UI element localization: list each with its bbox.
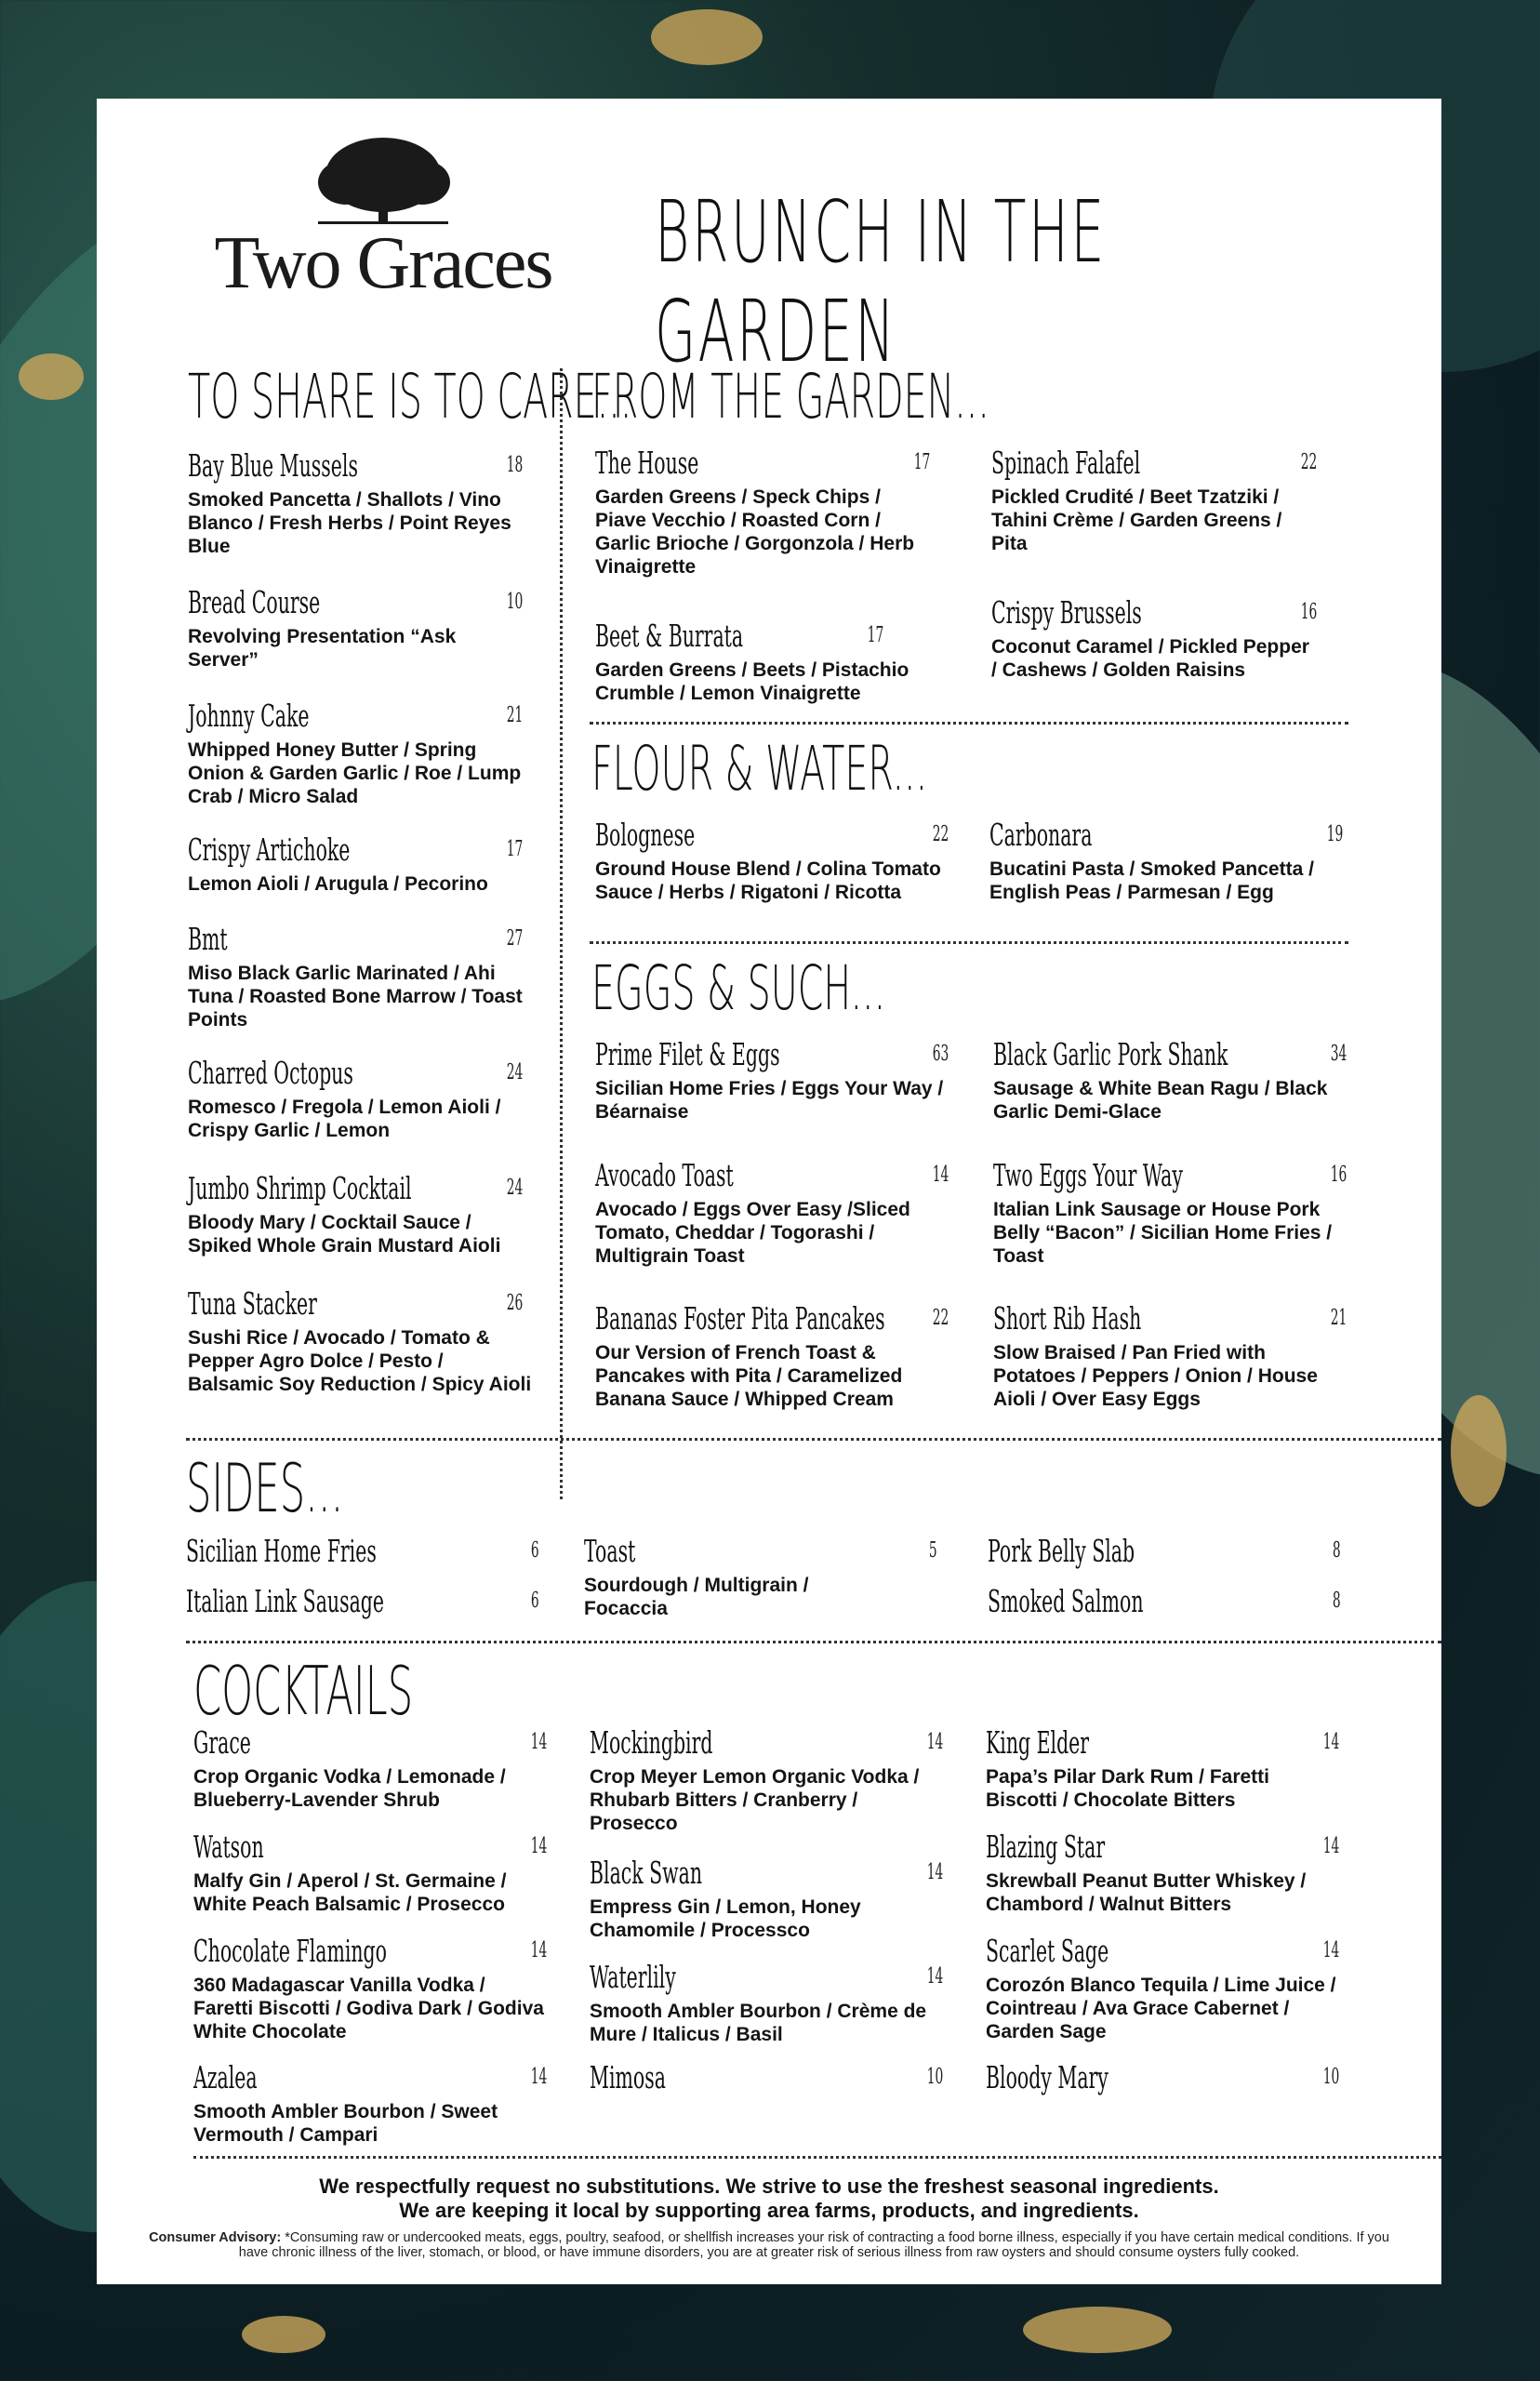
item-price: 14 xyxy=(1322,1730,1339,1754)
item-name: Mimosa xyxy=(590,2059,666,2095)
section-heading-cocktails: COCKTAILS xyxy=(193,1652,414,1730)
section-heading-share: TO SHARE IS TO CARE... xyxy=(188,361,632,432)
list-item xyxy=(989,817,1343,904)
list-item xyxy=(993,1157,1347,1268)
section-divider xyxy=(590,941,1348,944)
item-name: Jumbo Shrimp Cocktail xyxy=(188,1170,412,1206)
item-desc: 360 Madagascar Vanilla Vodka / Faretti Biscotti / Godiva Dark / Godiva White Chocolate xyxy=(193,1975,544,2042)
list-item xyxy=(188,1170,532,1257)
item-price: 63 xyxy=(932,1042,949,1066)
item-price: 6 xyxy=(531,1538,539,1563)
item-desc: Garden Greens / Speck Chips / Piave Vecchio / Roasted Corn / Garlic Brioche / Gorgonzola / Herb Vinaigrette xyxy=(595,486,915,578)
item-name: Italian Link Sausage xyxy=(186,1583,384,1619)
item-price: 26 xyxy=(506,1291,523,1315)
item-name: Waterlily xyxy=(590,1959,676,1995)
item-desc: Garden Greens / Beets / Pistachio Crumble / Lemon Vinaigrette xyxy=(595,659,909,704)
item-price: 27 xyxy=(506,926,523,951)
list-item xyxy=(188,1285,532,1396)
brand-logo xyxy=(179,119,588,305)
item-desc: Ground House Blend / Colina Tomato Sauce / Herbs / Rigatoni / Ricotta xyxy=(595,858,941,903)
list-item xyxy=(188,698,523,808)
list-item xyxy=(595,1157,949,1268)
item-desc: Sicilian Home Fries / Eggs Your Way / Béarnaise xyxy=(595,1078,944,1123)
list-item xyxy=(986,2059,1339,2098)
item-price: 21 xyxy=(1330,1306,1347,1330)
list-item xyxy=(186,1533,539,1572)
item-price: 19 xyxy=(1326,822,1343,846)
item-price: 5 xyxy=(929,1538,937,1563)
item-desc: Corozón Blanco Tequila / Lime Juice / Cointreau / Ava Grace Cabernet / Garden Sage xyxy=(986,1975,1336,2042)
item-price: 14 xyxy=(530,1938,547,1962)
menu-page xyxy=(97,99,1441,2284)
section-heading-eggs: EGGS & SUCH... xyxy=(591,952,886,1024)
item-price: 34 xyxy=(1330,1042,1347,1066)
gold-fleck xyxy=(651,9,763,65)
item-desc: Crop Organic Vodka / Lemonade / Blueberry-Lavender Shrub xyxy=(193,1766,506,1811)
item-name: Prime Filet & Eggs xyxy=(595,1036,780,1072)
list-item xyxy=(590,1724,943,1835)
item-price: 14 xyxy=(1322,1834,1339,1858)
item-desc: Sourdough / Multigrain / Focaccia xyxy=(584,1575,809,1619)
page-title: BRUNCH IN THE GARDEN xyxy=(655,182,1107,381)
item-name: Crispy Artichoke xyxy=(188,831,351,868)
item-name: Tuna Stacker xyxy=(188,1285,317,1322)
list-item xyxy=(188,921,532,1031)
item-price: 14 xyxy=(926,1964,943,1989)
item-price: 10 xyxy=(1322,2065,1339,2089)
item-price: 14 xyxy=(530,2065,547,2089)
item-name: Beet & Burrata xyxy=(595,618,744,654)
item-price: 10 xyxy=(506,590,523,614)
item-name: Black Swan xyxy=(590,1855,703,1891)
item-desc: Romesco / Fregola / Lemon Aioli / Crispy Garlic / Lemon xyxy=(188,1097,501,1141)
footer-line-2: We are keeping it local by supporting area farms, products, and ingredients. xyxy=(399,2199,1139,2222)
item-name: Carbonara xyxy=(989,817,1093,853)
item-name: Blazing Star xyxy=(986,1829,1106,1865)
list-item xyxy=(193,1933,547,2043)
section-divider xyxy=(590,722,1348,725)
item-name: Black Garlic Pork Shank xyxy=(993,1036,1228,1072)
item-name: Avocado Toast xyxy=(595,1157,734,1193)
list-item xyxy=(590,1959,943,2046)
item-desc: Slow Braised / Pan Fried with Potatoes / Peppers / Onion / House Aioli / Over Easy Eggs xyxy=(993,1342,1318,1410)
list-item xyxy=(193,2059,547,2147)
item-name: Toast xyxy=(584,1533,636,1569)
advisory-label: Consumer Advisory: xyxy=(149,2230,282,2245)
list-item xyxy=(991,594,1317,682)
item-price: 22 xyxy=(932,1306,949,1330)
item-name: Charred Octopus xyxy=(188,1055,353,1091)
item-desc: Whipped Honey Butter / Spring Onion & Garden Garlic / Roe / Lump Crab / Micro Salad xyxy=(188,739,522,807)
item-desc: Smoked Pancetta / Shallots / Vino Blanco / Fresh Herbs / Point Reyes Blue xyxy=(188,489,511,557)
item-name: Mockingbird xyxy=(590,1724,713,1761)
list-item xyxy=(993,1036,1347,1124)
list-item xyxy=(991,445,1317,555)
item-desc: Lemon Aioli / Arugula / Pecorino xyxy=(188,873,488,895)
item-price: 14 xyxy=(926,1730,943,1754)
list-item xyxy=(595,445,930,579)
gold-fleck xyxy=(242,2316,325,2353)
item-name: Spinach Falafel xyxy=(991,445,1141,481)
item-desc: Papa’s Pilar Dark Rum / Faretti Biscotti / Chocolate Bitters xyxy=(986,1766,1270,1811)
item-name: Watson xyxy=(193,1829,264,1865)
item-name: Bmt xyxy=(188,921,228,957)
item-price: 18 xyxy=(506,453,523,477)
item-name: Scarlet Sage xyxy=(986,1933,1109,1969)
footer-note xyxy=(97,2175,1441,2223)
list-item xyxy=(986,1724,1339,1812)
item-desc: Avocado / Eggs Over Easy /Sliced Tomato, Cheddar / Togorashi / Multigrain Toast xyxy=(595,1199,910,1267)
item-price: 14 xyxy=(932,1163,949,1187)
item-name: Bolognese xyxy=(595,817,696,853)
list-item xyxy=(193,1829,547,1916)
item-name: Pork Belly Slab xyxy=(988,1533,1135,1569)
list-item xyxy=(988,1583,1341,1622)
gold-fleck xyxy=(19,353,84,400)
list-item xyxy=(186,1583,539,1622)
section-divider xyxy=(186,1641,1441,1643)
item-name: Chocolate Flamingo xyxy=(193,1933,387,1969)
list-item xyxy=(188,447,523,558)
gold-fleck xyxy=(1023,2307,1172,2353)
list-item xyxy=(188,831,532,896)
item-price: 6 xyxy=(531,1589,539,1613)
section-divider xyxy=(186,1438,1441,1441)
item-price: 8 xyxy=(1333,1589,1341,1613)
item-name: Smoked Salmon xyxy=(988,1583,1144,1619)
item-desc: Miso Black Garlic Marinated / Ahi Tuna / Roasted Bone Marrow / Toast Points xyxy=(188,963,523,1031)
list-item xyxy=(993,1300,1347,1411)
list-item xyxy=(193,1724,547,1812)
item-price: 22 xyxy=(1300,450,1317,474)
item-desc: Revolving Presentation “Ask Server” xyxy=(188,626,457,671)
item-desc: Coconut Caramel / Pickled Pepper / Cashews / Golden Raisins xyxy=(991,636,1309,681)
item-price: 16 xyxy=(1330,1163,1347,1187)
item-desc: Smooth Ambler Bourbon / Crème de Mure / Italicus / Basil xyxy=(590,2001,927,2045)
item-desc: Sausage & White Bean Ragu / Black Garlic Demi-Glace xyxy=(993,1078,1328,1123)
item-price: 17 xyxy=(506,837,523,861)
item-price: 14 xyxy=(1322,1938,1339,1962)
item-name: King Elder xyxy=(986,1724,1090,1761)
item-name: Two Eggs Your Way xyxy=(993,1157,1183,1193)
item-desc: Skrewball Peanut Butter Whiskey / Chambord / Walnut Bitters xyxy=(986,1870,1307,1915)
item-desc: Sushi Rice / Avocado / Tomato & Pepper Agro Dolce / Pesto / Balsamic Soy Reduction / Spicy Aioli xyxy=(188,1327,532,1395)
item-price: 14 xyxy=(926,1860,943,1884)
item-name: Johnny Cake xyxy=(188,698,310,734)
list-item xyxy=(595,1036,949,1124)
section-heading-garden: FROM THE GARDEN... xyxy=(591,361,989,432)
item-price: 24 xyxy=(506,1060,523,1084)
item-price: 16 xyxy=(1300,600,1317,624)
item-desc: Smooth Ambler Bourbon / Sweet Vermouth / Campari xyxy=(193,2101,498,2146)
list-item xyxy=(188,1055,532,1142)
gold-fleck xyxy=(1451,1395,1507,1507)
list-item xyxy=(590,1855,943,1942)
list-item xyxy=(986,1933,1339,2043)
consumer-advisory xyxy=(134,2230,1404,2260)
item-desc: Italian Link Sausage or House Pork Belly “Bacon” / Sicilian Home Fries / Toast xyxy=(993,1199,1333,1267)
section-heading-sides: SIDES... xyxy=(186,1449,344,1527)
item-price: 22 xyxy=(932,822,949,846)
item-name: Grace xyxy=(193,1724,251,1761)
section-heading-flour: FLOUR & WATER... xyxy=(591,733,928,805)
brand-name: Two Graces xyxy=(214,222,552,304)
item-desc: Empress Gin / Lemon, Honey Chamomile / Processco xyxy=(590,1896,861,1941)
item-name: Sicilian Home Fries xyxy=(186,1533,377,1569)
list-item xyxy=(595,618,939,705)
list-item xyxy=(584,1533,937,1620)
item-price: 17 xyxy=(867,623,883,647)
list-item xyxy=(986,1829,1339,1916)
column-divider xyxy=(560,368,563,1499)
item-price: 14 xyxy=(530,1834,547,1858)
list-item xyxy=(595,1300,949,1411)
item-price: 24 xyxy=(506,1176,523,1200)
item-desc: Malfy Gin / Aperol / St. Germaine / White Peach Balsamic / Prosecco xyxy=(193,1870,507,1915)
item-price: 17 xyxy=(913,450,930,474)
item-desc: Bloody Mary / Cocktail Sauce / Spiked Whole Grain Mustard Aioli xyxy=(188,1212,501,1257)
item-price: 14 xyxy=(530,1730,547,1754)
list-item xyxy=(590,2059,943,2098)
item-name: Bay Blue Mussels xyxy=(188,447,358,484)
list-item xyxy=(188,584,523,672)
item-price: 21 xyxy=(506,703,523,727)
advisory-text: *Consuming raw or undercooked meats, eggs, poultry, seafood, or shellfish increases your risk of contracting a food borne illness, especially if you have certain medical conditions. If you have chronic illness of the liver, stomach, or blood, or have immune disorders, you are at greater risk of serious illness from raw oysters and should consume oysters fully cooked. xyxy=(238,2230,1389,2260)
item-desc: Pickled Crudité / Beet Tzatziki / Tahini Crème / Garden Greens / Pita xyxy=(991,486,1282,554)
item-desc: Bucatini Pasta / Smoked Pancetta / English Peas / Parmesan / Egg xyxy=(989,858,1314,903)
item-name: Crispy Brussels xyxy=(991,594,1142,631)
list-item xyxy=(988,1533,1341,1572)
item-name: Bananas Foster Pita Pancakes xyxy=(595,1300,885,1337)
item-price: 10 xyxy=(926,2065,943,2089)
footer-line-1: We respectfully request no substitutions. We strive to use the freshest seasonal ingredients. xyxy=(319,2175,1219,2198)
item-name: Bloody Mary xyxy=(986,2059,1109,2095)
item-name: Short Rib Hash xyxy=(993,1300,1142,1337)
section-divider xyxy=(193,2156,1441,2159)
item-desc: Crop Meyer Lemon Organic Vodka / Rhubarb Bitters / Cranberry / Prosecco xyxy=(590,1766,920,1834)
item-name: Azalea xyxy=(193,2059,258,2095)
list-item xyxy=(595,817,949,904)
item-name: Bread Course xyxy=(188,584,321,620)
item-desc: Our Version of French Toast & Pancakes with Pita / Caramelized Banana Sauce / Whipped Cream xyxy=(595,1342,903,1410)
item-name: The House xyxy=(595,445,699,481)
item-price: 8 xyxy=(1333,1538,1341,1563)
